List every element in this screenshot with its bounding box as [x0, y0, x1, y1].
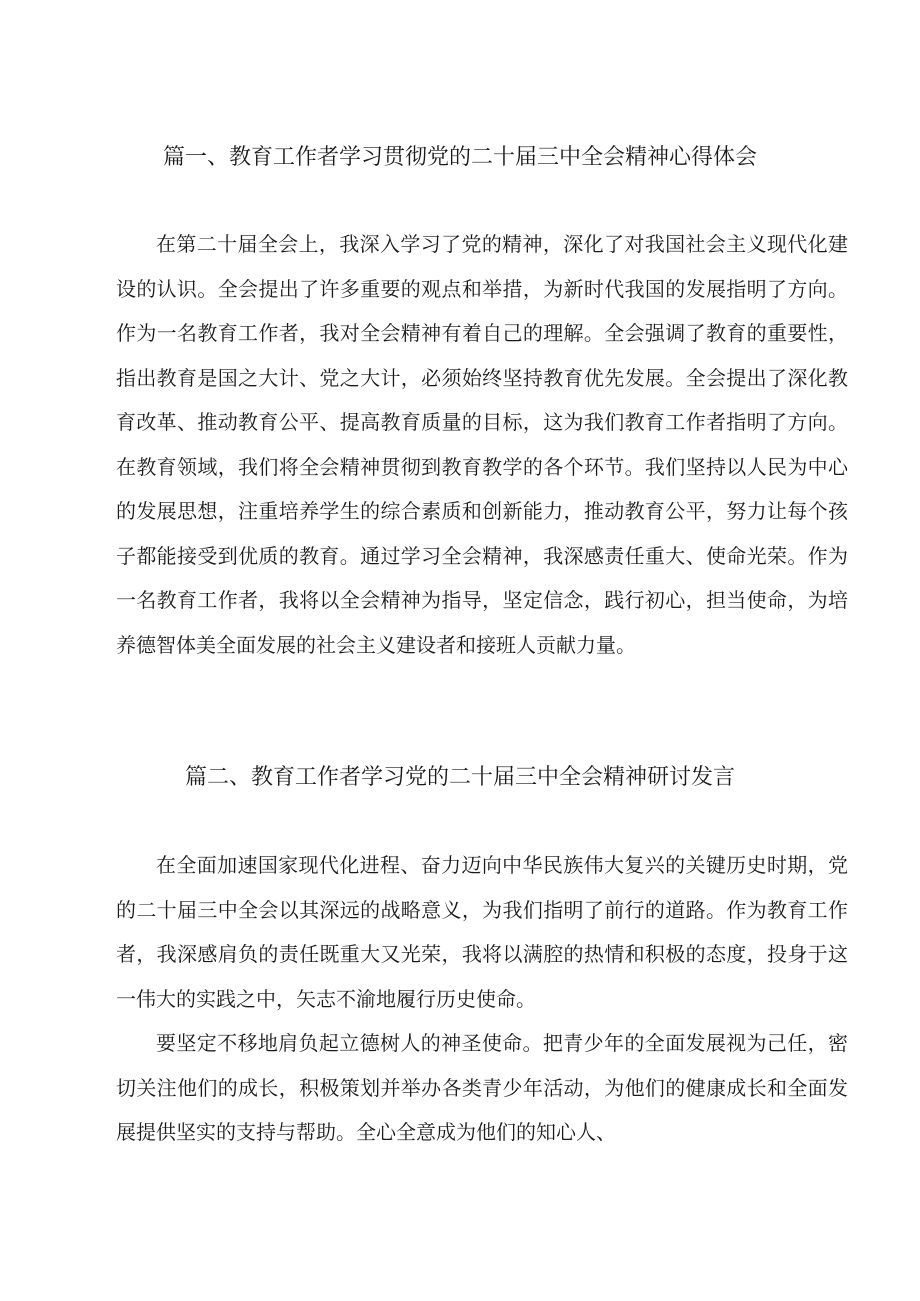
- section-2-title: 篇二、教育工作者学习党的二十届三中全会精神研讨发言: [184, 765, 735, 790]
- section-1-paragraph-1: 在第二十届全会上，我深入学习了党的精神，深化了对我国社会主义现代化建设的认识。全会提出了许多重要的观点和举措，为新时代我国的发展指明了方向。作为一名教育工作者，我对全会精神有着自己的理解。全会强调了教育的重要性，指出教育是国之大计、党之大计，必须始终坚持教育优先发展。全会提出了深化教育改革、推动教育公平、提高教育质量的目标，这为我们教育工作者指明了方向。在教育领域，我们将全会精神贯彻到教育教学的各个环节。我们坚持以人民为中心的发展思想，注重培养学生的综合素质和创新能力，推动教育公平，努力让每个孩子都能接受到优质的教育。通过学习全会精神，我深感责任重大、使命光荣。作为一名教育工作者，我将以全会精神为指导，坚定信念，践行初心，担当使命，为培养德智体美全面发展的社会主义建设者和接班人贡献力量。: [116, 232, 848, 657]
- section-1-title: 篇一、教育工作者学习贯彻党的二十届三中全会精神心得体会: [162, 145, 757, 170]
- section-2-paragraph-1: 在全面加速国家现代化进程、奋力迈向中华民族伟大复兴的关键历史时期，党的二十届三中全会以其深远的战略意义，为我们指明了前行的道路。作为教育工作者，我深感肩负的责任既重大又光荣，我将以满腔的热情和积极的态度，投身于这一伟大的实践之中，矢志不渝地履行历史使命。: [116, 853, 848, 1011]
- section-2-paragraph-2: 要坚定不移地肩负起立德树人的神圣使命。把青少年的全面发展视为己任，密切关注他们的成长，积极策划并举办各类青少年活动，为他们的健康成长和全面发展提供坚实的支持与帮助。全心全意成为他们的知心人、: [116, 1031, 848, 1144]
